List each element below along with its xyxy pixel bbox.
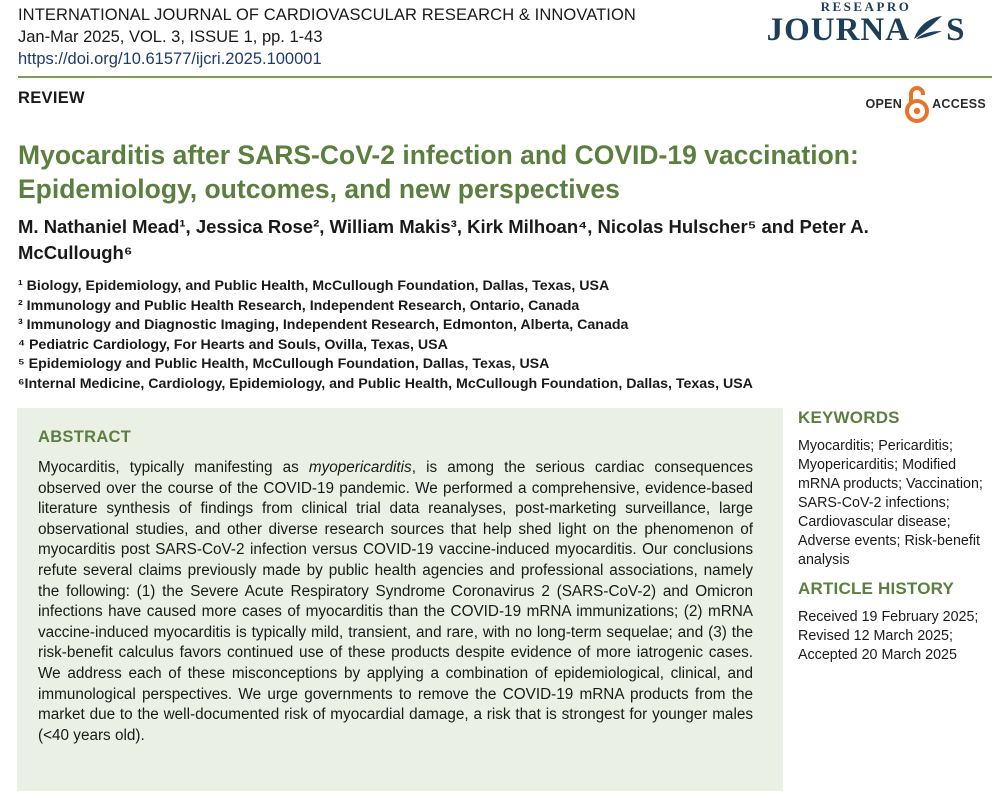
history-revised: Revised 12 March 2025; [798, 628, 953, 644]
history-received: Received 19 February 2025; [798, 609, 979, 625]
affiliation-2: ² Immunology and Public Health Research, Independent Research, Ontario, Canada [18, 297, 580, 314]
doi-link[interactable]: https://doi.org/10.61577/ijcri.2025.100001 [18, 50, 322, 68]
abstract-text-start: Myocarditis, typically manifesting as [38, 459, 309, 476]
open-access-left-label: OPEN [865, 97, 903, 111]
journal-name: INTERNATIONAL JOURNAL OF CARDIOVASCULAR RESEARCH & INNOVATION [18, 6, 636, 24]
logo-top-text: RESEAPRO [820, 0, 912, 14]
journal-issue: Jan-Mar 2025, VOL. 3, ISSUE 1, pp. 1-43 [18, 28, 323, 46]
open-access-right-label: ACCESS [932, 97, 986, 111]
affiliations [18, 277, 918, 394]
header-divider [18, 76, 992, 78]
keywords-heading: KEYWORDS [798, 408, 900, 427]
affiliation-1: ¹ Biology, Epidemiology, and Public Health, McCullough Foundation, Dallas, Texas, USA [18, 278, 610, 294]
abstract-italic-term: myopericarditis [308, 459, 412, 476]
abstract-box [17, 408, 783, 791]
keywords-text: Myocarditis; Pericarditis; Myopericarditis; Modified mRNA products; Vaccination; SARS-CoV-2 infections; Cardiovascular disease; Adverse events; Risk-benefit analysis [798, 438, 983, 568]
affiliation-4: ⁴ Pediatric Cardiology, For Hearts and Souls, Ovilla, Texas, USA [18, 336, 448, 353]
affiliation-3: ³ Immunology and Diagnostic Imaging, Independent Research, Edmonton, Alberta, Canada [18, 317, 629, 333]
article-history-heading: ARTICLE HISTORY [798, 579, 955, 598]
abstract-text [38, 458, 753, 746]
affiliation-6: ⁶Internal Medicine, Cardiology, Epidemiology, and Public Health, McCullough Foundation, Dallas, Texas, USA [18, 375, 753, 392]
abstract-heading: ABSTRACT [38, 428, 132, 446]
logo-main-left: JOURNA [766, 11, 911, 48]
author-list: M. Nathaniel Mead¹, Jessica Rose², William Makis³, Kirk Milhoan⁴, Nicolas Hulscher⁵ and Peter A. McCullough⁶ [18, 216, 869, 263]
open-lock-icon [905, 84, 929, 124]
leaf-icon [911, 13, 945, 46]
article-title: Myocarditis after SARS-CoV-2 infection and COVID-19 vaccination: Epidemiology, outcomes, and new perspectives [18, 140, 859, 204]
history-accepted: Accepted 20 March 2025 [798, 647, 957, 663]
article-type: REVIEW [18, 89, 85, 107]
affiliation-5: ⁵ Epidemiology and Public Health, McCullough Foundation, Dallas, Texas, USA [18, 356, 550, 372]
article-sidebar [798, 408, 994, 665]
abstract-text-rest: , is among the serious cardiac consequences observed over the course of the COVID-19 pandemic. We performed a comprehensive, evidence-based literature synthesis of findings from clinical trial data reanalyses, post-marketing surveillance, large observational studies, and other diverse research sources that help shed light on the phenomenon of myocarditis post SARS-CoV-2 infection versus COVID-19 vaccine-induced myocarditis. Our conclusions refute several claims previously made by public health agencies and professional associations, namely the following: (1) the Severe Acute Respiratory Syndrome Coronavirus 2 (SARS-CoV-2) and Omicron infections have caused more cases of myocarditis than the COVID-19 mRNA immunizations; (2) mRNA vaccine-induced myocarditis is typically mild, transient, and rare, with no long-term sequelae; and (3) the risk-benefit calculus favors continued use of these products despite evidence of more iatrogenic cases. We address each of these misconceptions by applying a combination of epidemiological, clinical, and immunological perspectives. We urge governments to remove the COVID-19 mRNA products from the market due to the well-documented risk of myocardial damage, a risk that is strongest for younger males (<40 years old). [38, 459, 753, 744]
logo-main-right: S [946, 11, 966, 48]
publisher-logo [746, 0, 986, 48]
open-access-badge [865, 84, 986, 124]
